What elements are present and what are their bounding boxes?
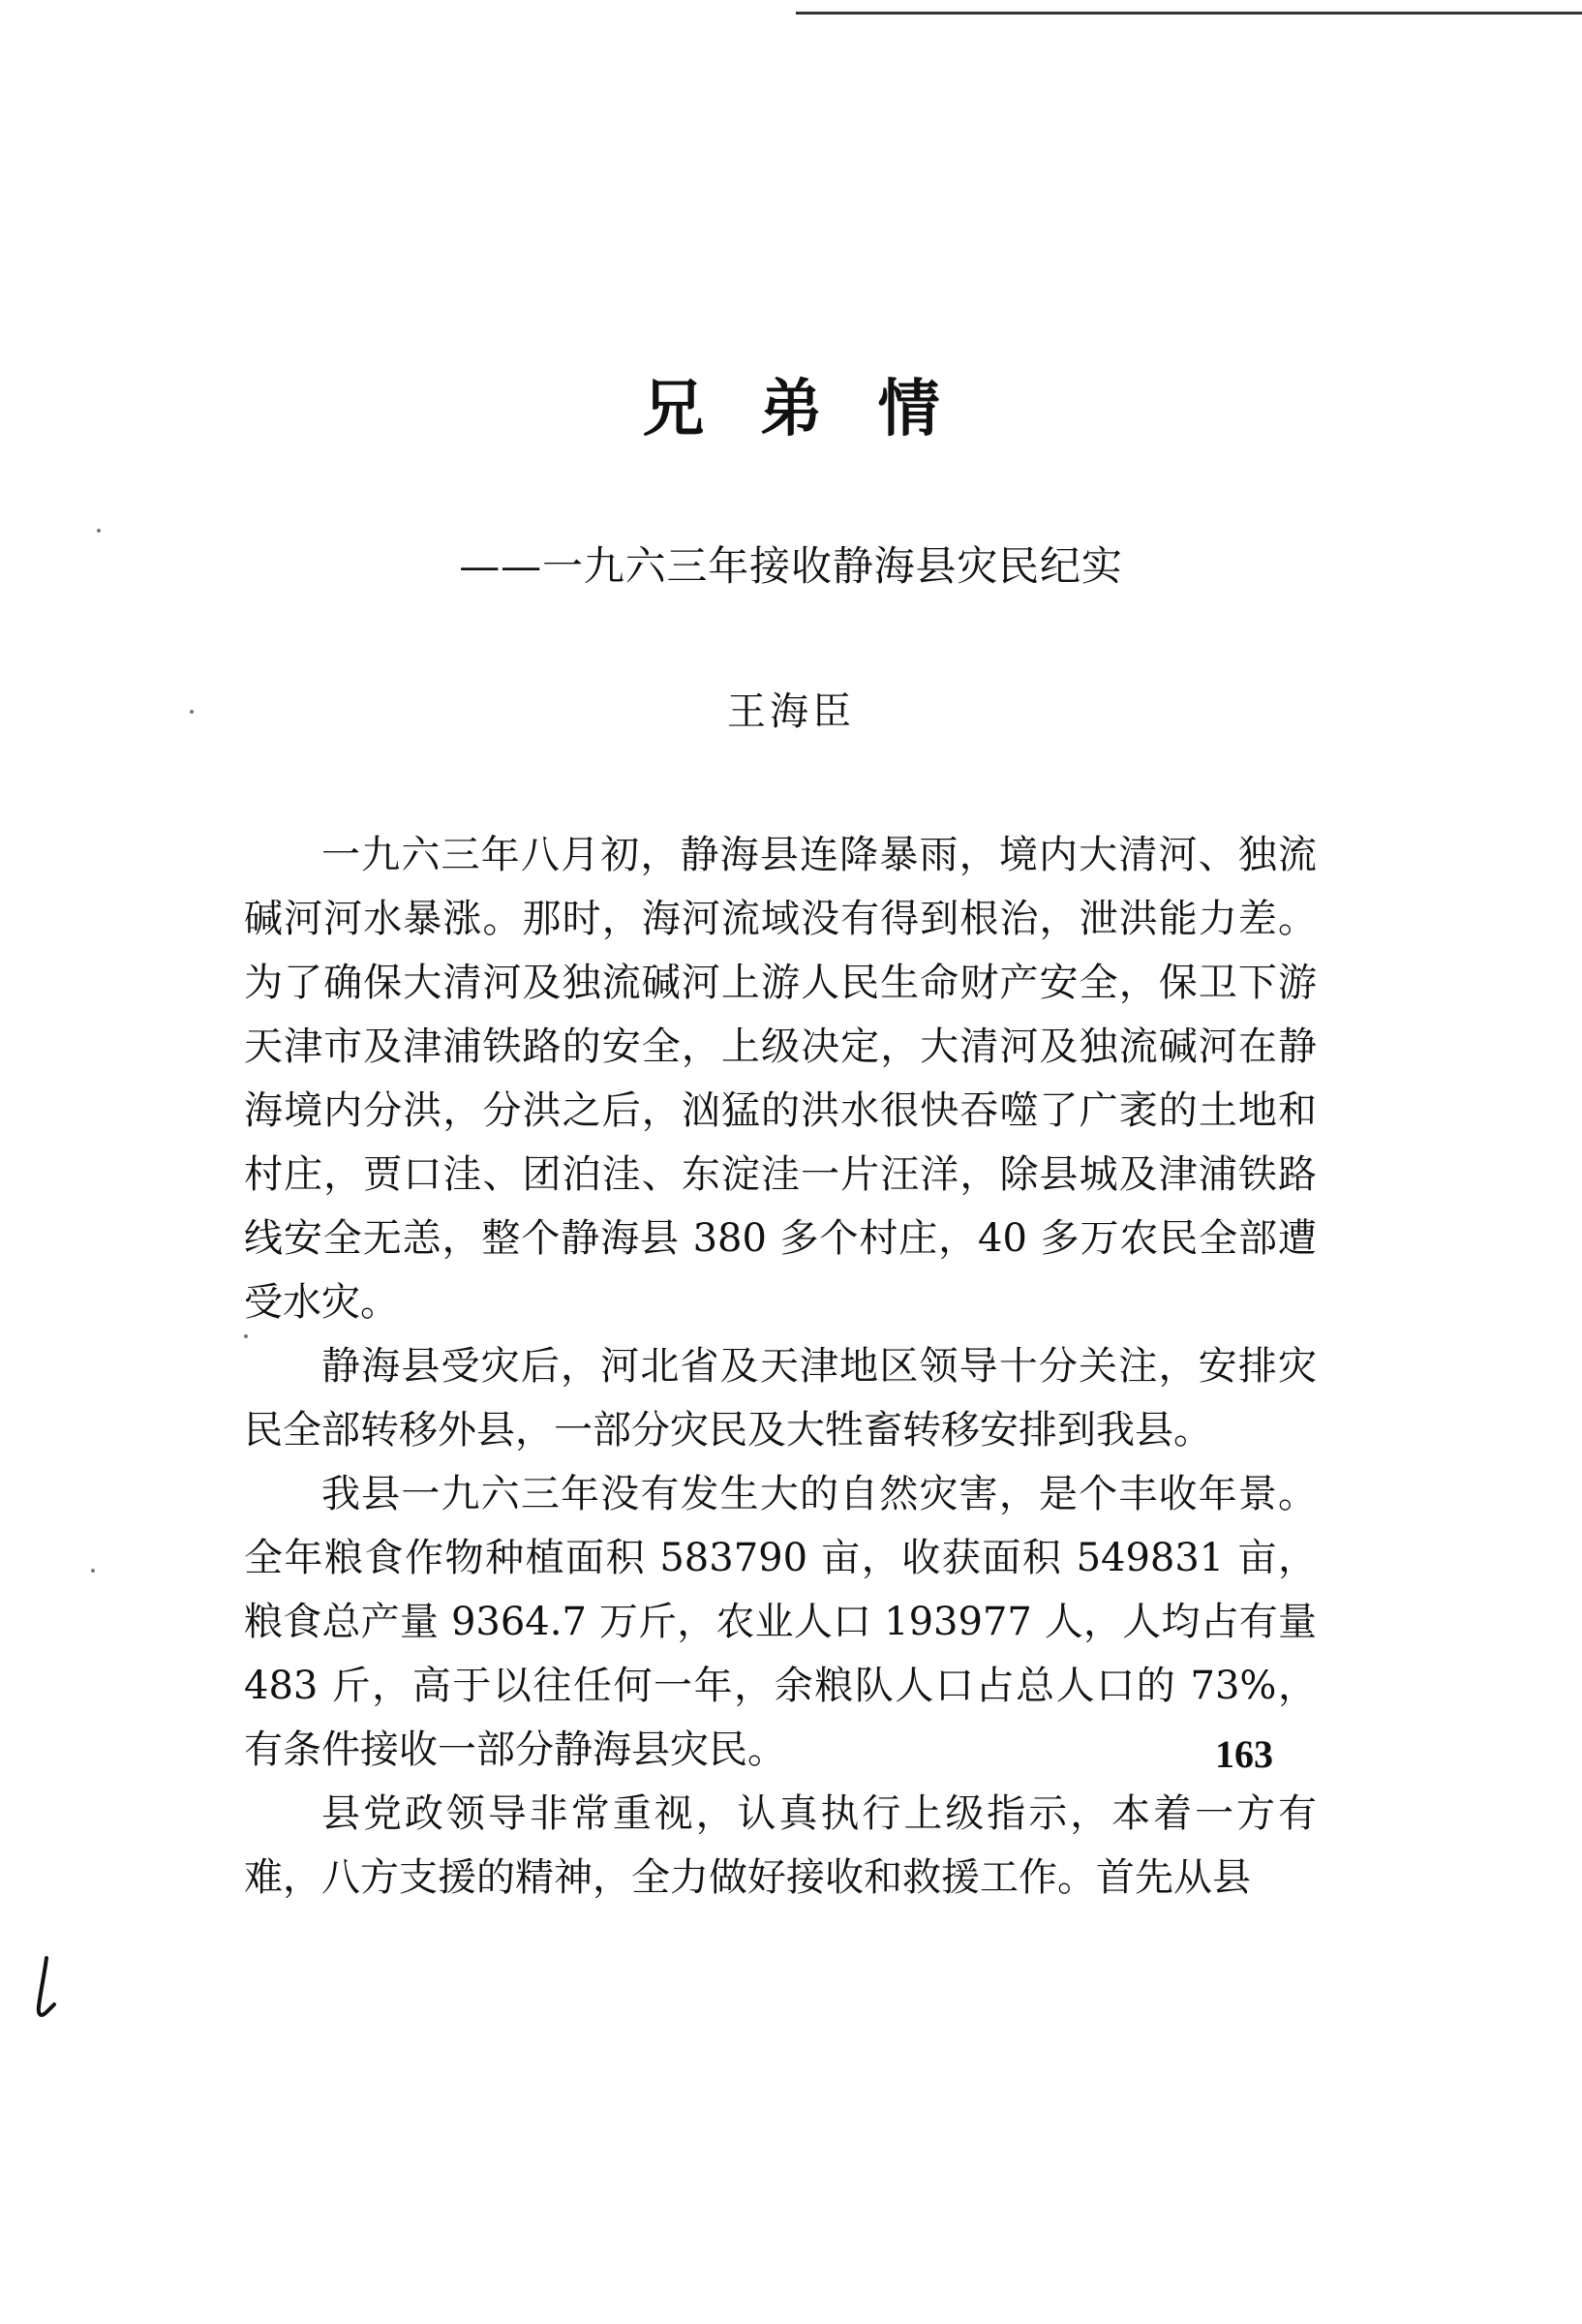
article-body bbox=[244, 823, 1317, 1910]
scan-speck bbox=[91, 1569, 95, 1573]
paragraph-2: 静海县受灾后，河北省及天津地区领导十分关注，安排灾民全部转移外县，一部分灾民及大牲畜转移安排到我县。 bbox=[244, 1344, 1317, 1452]
scan-speck bbox=[244, 1334, 248, 1338]
author-name: 王海臣 bbox=[727, 689, 855, 734]
article-subtitle: ——一九六三年接收静海县灾民纪实 bbox=[459, 542, 1123, 590]
top-edge-rule bbox=[796, 12, 1582, 15]
scan-speck bbox=[97, 529, 101, 533]
paragraph-1: 一九六三年八月初，静海县连降暴雨，境内大清河、独流碱河河水暴涨。那时，海河流域没有得到根治，泄洪能力差。为了确保大清河及独流碱河上游人民生命财产安全，保卫下游天津市及津浦铁路的安全，上级决定，大清河及独流碱河在静海境内分洪，分洪之后，汹猛的洪水很快吞噬了广袤的土地和村庄，贾口洼、团泊洼、东淀洼一片汪洋，除县城及津浦铁路线安全无恙，整个静海县 380 多个村庄，40 多万农民全部遭受水灾。 bbox=[244, 833, 1317, 1325]
article-title: 兄弟情 bbox=[642, 373, 996, 445]
scan-speck bbox=[190, 710, 194, 714]
paragraph-3: 我县一九六三年没有发生大的自然灾害，是个丰收年景。全年粮食作物种植面积 583790 亩，收获面积 549831 亩，粮食总产量 9364.7 万斤，农业人口 193977 人，人均占有量 483 斤，高于以往任何一年，余粮队人口占总人口的 73%，有条件接收一部分静海县灾民。 bbox=[244, 1472, 1317, 1772]
paragraph-4: 县党政领导非常重视，认真执行上级指示，本着一方有难，八方支援的精神，全力做好接收和救援工作。首先从县 bbox=[244, 1791, 1317, 1900]
page-number: 163 bbox=[1215, 1732, 1273, 1776]
handwritten-l-mark-icon bbox=[31, 1954, 60, 2022]
